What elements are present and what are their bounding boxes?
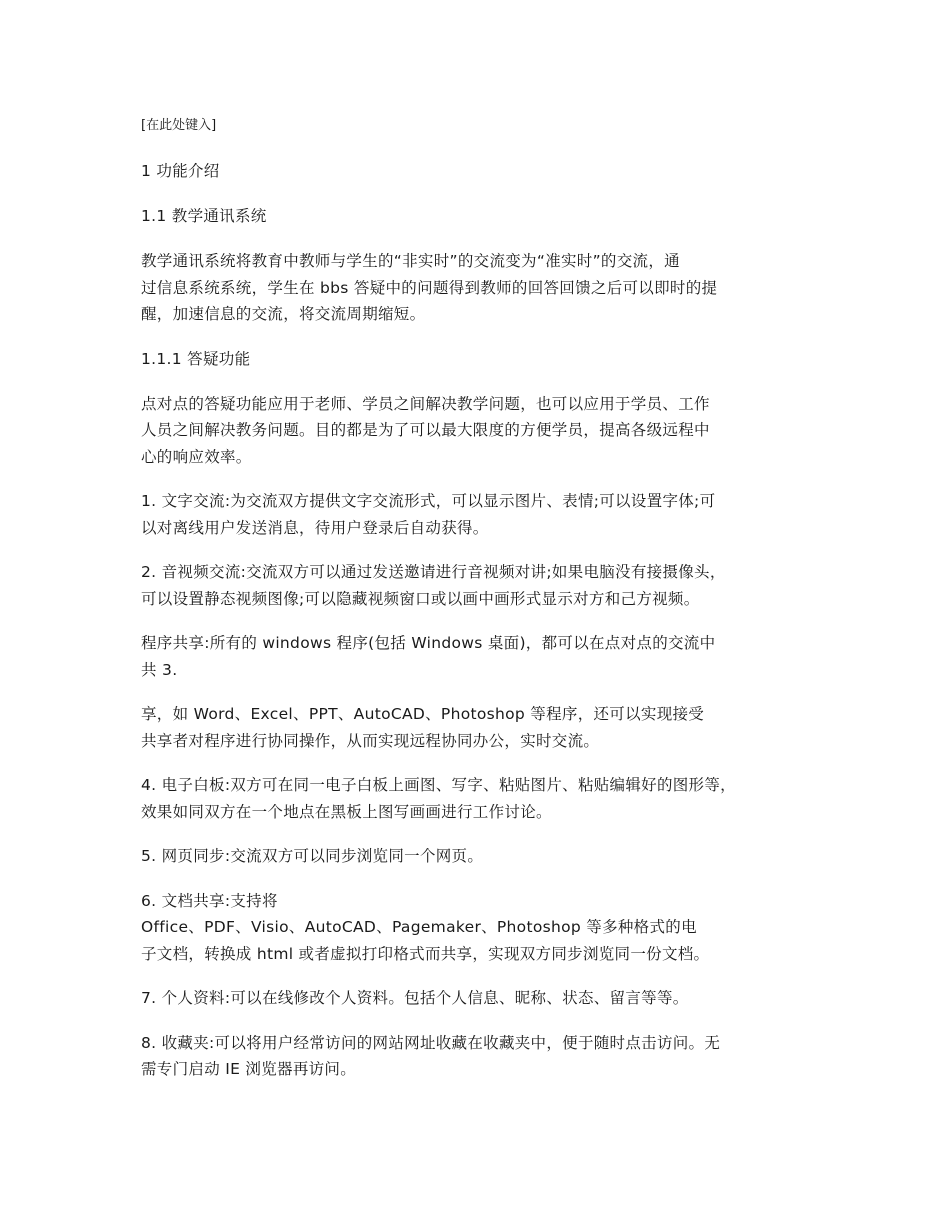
paragraph-item-8 [141,1030,831,1083]
header-placeholder[interactable]: [在此处键入] [141,118,217,133]
text-line: 过信息系统系统，学生在 bbs 答疑中的问题得到教师的回答回馈之后可以即时的提 [141,278,718,297]
text-line: 以对离线用户发送消息，待用户登录后自动获得。 [141,518,489,537]
text-line: 需专门启动 IE 浏览器再访问。 [141,1060,357,1078]
text-line: 8. 收藏夹:可以将用户经常访问的网站网址收藏在收藏夹中，便于随时点击访问。无 [141,1033,721,1052]
text-line: 5. 网页同步:交流双方可以同步浏览同一个网页。 [141,847,484,865]
text-line: 可以设置静态视频图像;可以隐藏视频窗口或以画中画形式显示对方和己方视频。 [141,589,700,608]
text-line: 人员之间解决教务问题。目的都是为了可以最大限度的方便学员，提高各级远程中 [141,421,710,439]
heading-1: 1 功能介绍 [141,162,220,180]
text-line: Office、PDF、Visio、AutoCAD、Pagemaker、Photoshop 等多种格式的电 [141,918,697,936]
text-line: 醒，加速信息的交流，将交流周期缩短。 [141,305,426,323]
paragraph-program-share [141,630,831,683]
heading-1-1-1: 1.1.1 答疑功能 [141,349,251,368]
paragraph-item-6 [141,888,831,968]
text-line: 享，如 Word、Excel、PPT、AutoCAD、Photoshop 等程序，还可以实现接受 [141,705,705,723]
document-body [141,158,831,1101]
paragraph-item-5 [141,843,831,870]
text-line: 心的响应效率。 [141,447,252,466]
paragraph-intro [141,248,831,328]
text-line: 程序共享:所有的 windows 程序(包括 Windows 桌面)，都可以在点对点的交流中 [141,634,716,652]
text-line: 子文档，转换成 html 或者虚拟打印格式而共享，实现双方同步浏览同一份文档。 [141,944,710,963]
paragraph-item-7 [141,985,831,1012]
paragraph-qa [141,391,831,471]
heading-1-1: 1.1 教学通讯系统 [141,207,267,225]
paragraph-item-2 [141,559,831,612]
text-line: 共享者对程序进行协同操作，从而实现远程协同办公，实时交流。 [141,731,600,750]
text-line: 效果如同双方在一个地点在黑板上图写画画进行工作讨论。 [141,802,552,821]
text-line: 共 3. [141,660,178,679]
text-line: 6. 文档共享:支持将 [141,891,278,910]
text-line: 1. 文字交流:为交流双方提供文字交流形式，可以显示图片、表情;可以设置字体;可 [141,492,716,510]
text-line: 4. 电子白板:双方可在同一电子白板上画图、写字、粘贴图片、粘贴编辑好的图形等， [141,776,736,794]
text-line: 教学通讯系统将教育中教师与学生的“非实时”的交流变为“准实时”的交流，通 [141,252,680,270]
paragraph-item-4 [141,772,831,825]
paragraph-item-1 [141,488,831,541]
paragraph-program-share-cont [141,701,831,754]
text-line: 2. 音视频交流:交流双方可以通过发送邀请进行音视频对讲;如果电脑没有接摄像头， [141,563,726,581]
text-line: 7. 个人资料:可以在线修改个人资料。包括个人信息、昵称、状态、留言等等。 [141,989,689,1007]
text-line: 点对点的答疑功能应用于老师、学员之间解决教学问题，也可以应用于学员、工作 [141,394,710,413]
